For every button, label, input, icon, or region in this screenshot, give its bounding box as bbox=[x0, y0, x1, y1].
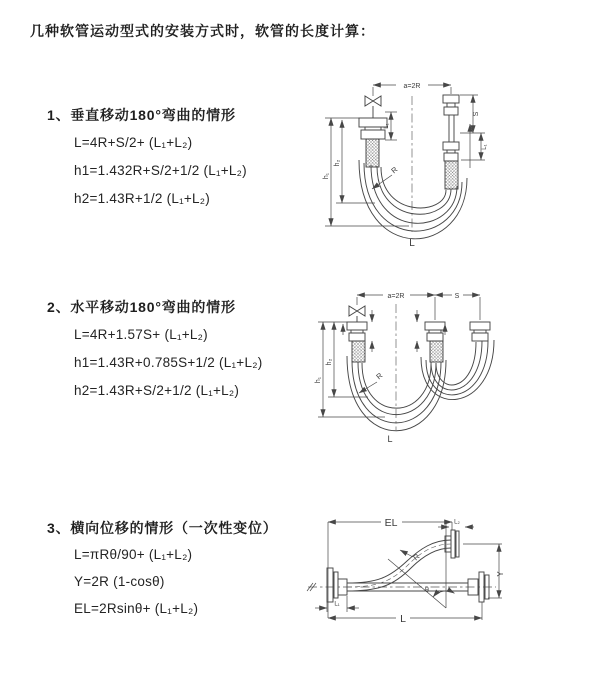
d1-right-fitting bbox=[443, 95, 459, 189]
d2-middle-fitting bbox=[425, 322, 445, 362]
section-1-heading: 1、垂直移动180°弯曲的情形 bbox=[47, 107, 236, 123]
d3-l1-label: L₁ bbox=[334, 601, 340, 608]
section-3-heading: 3、横向位移的情形（一次性变位） bbox=[47, 520, 278, 536]
section-1-formula-h2: h2=1.43R+1/2 (L₁+L₂) bbox=[74, 191, 211, 206]
d1-l1-left-label: L₁ bbox=[384, 123, 390, 129]
d3-theta-label: θ bbox=[425, 587, 429, 594]
section-2-heading: 2、水平移动180°弯曲的情形 bbox=[47, 299, 236, 315]
d1-l1-right-label: L₁ bbox=[482, 144, 488, 150]
d3-hose-centerline bbox=[347, 544, 451, 587]
section-1-formula-h1: h1=1.432R+S/2+1/2 (L₁+L₂) bbox=[74, 163, 247, 178]
section-1-formula-L: L=4R+S/2+ (L₁+L₂) bbox=[74, 135, 193, 150]
d3-y-label: Y bbox=[496, 571, 505, 577]
d2-right-fitting bbox=[470, 322, 490, 341]
section-3-formula-L: L=πRθ/90+ (L₁+L₂) bbox=[74, 547, 193, 562]
section-3-formula-EL: EL=2Rsinθ+ (L₁+L₂) bbox=[74, 601, 199, 616]
section-2-formula-h2: h2=1.43R+S/2+1/2 (L₁+L₂) bbox=[74, 383, 240, 398]
d1-length-label: L bbox=[409, 238, 415, 249]
d3-el-label: EL bbox=[384, 516, 398, 529]
diagram-horizontal-travel-loop bbox=[310, 280, 600, 460]
d2-dimension-lines bbox=[318, 292, 480, 417]
section-3-formula-Y: Y=2R (1-cosθ) bbox=[74, 574, 165, 589]
d1-left-fitting bbox=[359, 118, 387, 167]
diagram-lateral-displacement bbox=[300, 500, 600, 650]
d1-h2-label: h₂ bbox=[334, 159, 341, 167]
d3-length-label: L bbox=[400, 612, 406, 625]
d2-h1-label: h₁ bbox=[315, 376, 322, 384]
d2-radius-label: R bbox=[374, 370, 385, 382]
d1-s-label: S bbox=[473, 111, 480, 117]
d1-h1-label: h₁ bbox=[323, 172, 330, 180]
page-title: 几种软管运动型式的安装方式时，软管的长度计算： bbox=[30, 23, 375, 39]
d2-top-dim-label: a=2R bbox=[387, 292, 405, 300]
d1-valve-icon bbox=[365, 96, 381, 118]
d3-left-flange bbox=[327, 568, 347, 602]
d3-construction-lines bbox=[388, 522, 455, 608]
d3-l2-label: L₂ bbox=[454, 519, 460, 526]
d2-left-fitting bbox=[347, 322, 367, 362]
section-2-formula-L: L=4R+1.57S+ (L₁+L₂) bbox=[74, 327, 208, 342]
d1-top-dim-label: a=2R bbox=[403, 82, 421, 90]
d3-radius-label: R bbox=[411, 551, 422, 563]
diagram-vertical-travel-loop bbox=[315, 70, 600, 255]
d2-s-label: S bbox=[454, 292, 460, 300]
d2-valve-icon bbox=[349, 306, 365, 322]
section-2-formula-h1: h1=1.43R+0.785S+1/2 (L₁+L₂) bbox=[74, 355, 263, 370]
d1-radius-label: R bbox=[389, 164, 400, 176]
d2-length-label: L bbox=[387, 434, 393, 444]
d2-h2-label: h₂ bbox=[326, 358, 333, 366]
